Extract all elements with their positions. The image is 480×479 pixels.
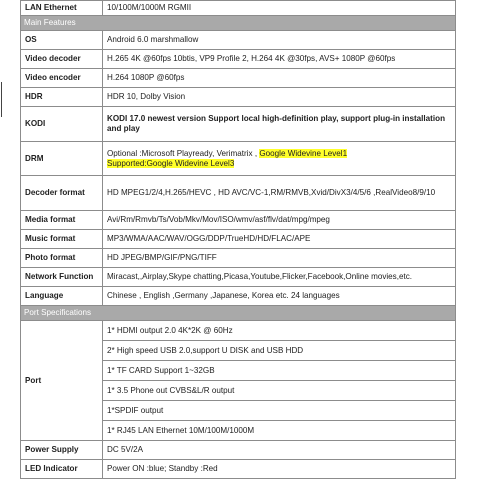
- spec-label: LAN Ethernet: [21, 1, 103, 16]
- section-title: Port Specifications: [21, 306, 456, 321]
- spec-row-network-function: [21, 268, 456, 287]
- spec-row-power-supply: [21, 441, 456, 460]
- spec-label: KODI: [21, 107, 103, 142]
- spec-label: Decoder format: [21, 176, 103, 211]
- drm-value: [103, 142, 456, 176]
- spec-label: Video encoder: [21, 69, 103, 88]
- spec-label: DRM: [21, 142, 103, 176]
- spec-label: OS: [21, 31, 103, 50]
- spec-row-language: [21, 287, 456, 306]
- spec-label: Network Function: [21, 268, 103, 287]
- spec-row-lan: [21, 1, 456, 16]
- spec-label: Language: [21, 287, 103, 306]
- port-item: 1*SPDIF output: [103, 401, 456, 421]
- spec-value: H.265 4K @60fps 10btis, VP9 Profile 2, H.264 4K @30fps, AVS+ 1080P @60fps: [103, 50, 456, 69]
- spec-value: KODI 17.0 newest version Support local high-definition play, support plug-in installation and play: [103, 107, 456, 142]
- spec-row-photo-format: [21, 249, 456, 268]
- spec-label: Media format: [21, 211, 103, 230]
- spec-value: Power ON :blue; Standby :Red: [103, 460, 456, 479]
- spec-value: HD JPEG/BMP/GIF/PNG/TIFF: [103, 249, 456, 268]
- spec-label: Port: [21, 321, 103, 441]
- spec-value: MP3/WMA/AAC/WAV/OGG/DDP/TrueHD/HD/FLAC/APE: [103, 230, 456, 249]
- port-item: 1* RJ45 LAN Ethernet 10M/100M/1000M: [103, 421, 456, 441]
- spec-value: Miracast,,Airplay,Skype chatting,Picasa,Youtube,Flicker,Facebook,Online movies,etc.: [103, 268, 456, 287]
- spec-row-decoder-format: [21, 176, 456, 211]
- spec-value: Android 6.0 marshmallow: [103, 31, 456, 50]
- spec-value: Chinese , English ,Germany ,Japanese, Korea etc. 24 languages: [103, 287, 456, 306]
- spec-label: Photo format: [21, 249, 103, 268]
- spec-value: HDR 10, Dolby Vision: [103, 88, 456, 107]
- spec-label: HDR: [21, 88, 103, 107]
- section-port-specifications: [21, 306, 456, 321]
- port-item: 1* HDMI output 2.0 4K*2K @ 60Hz: [103, 321, 456, 341]
- port-row: [21, 321, 456, 341]
- drm-optional-text: Optional :Microsoft Playready, Verimatrix ,: [107, 148, 258, 158]
- spec-value: 10/100M/1000M RGMII: [103, 1, 456, 16]
- section-main-features: [21, 16, 456, 31]
- spec-value: DC 5V/2A: [103, 441, 456, 460]
- spec-label: LED Indicator: [21, 460, 103, 479]
- section-title: Main Features: [21, 16, 456, 31]
- spec-label: Video decoder: [21, 50, 103, 69]
- port-item: 2* High speed USB 2.0,support U DISK and USB HDD: [103, 341, 456, 361]
- spec-row-hdr: [21, 88, 456, 107]
- drm-widevine-l1-highlight: Google Widevine Level1: [259, 148, 348, 158]
- spec-label: Music format: [21, 230, 103, 249]
- spec-row-kodi: [21, 107, 456, 142]
- drm-widevine-l3-highlight: Supported:Google Widevine Level3: [107, 158, 235, 168]
- port-item: 1* TF CARD Support 1~32GB: [103, 361, 456, 381]
- spec-row-video-encoder: [21, 69, 456, 88]
- spec-value: HD MPEG1/2/4,H.265/HEVC , HD AVC/VC-1,RM/RMVB,Xvid/DivX3/4/5/6 ,RealVideo8/9/10: [103, 176, 456, 211]
- spec-table: [20, 0, 456, 479]
- spec-row-media-format: [21, 211, 456, 230]
- page-edge-marker: [1, 82, 2, 117]
- spec-row-music-format: [21, 230, 456, 249]
- spec-row-os: [21, 31, 456, 50]
- spec-value: H.264 1080P @60fps: [103, 69, 456, 88]
- spec-row-video-decoder: [21, 50, 456, 69]
- spec-row-drm: [21, 142, 456, 176]
- spec-value: Avi/Rm/Rmvb/Ts/Vob/Mkv/Mov/ISO/wmv/asf/flv/dat/mpg/mpeg: [103, 211, 456, 230]
- spec-label: Power Supply: [21, 441, 103, 460]
- port-item: 1* 3.5 Phone out CVBS&L/R output: [103, 381, 456, 401]
